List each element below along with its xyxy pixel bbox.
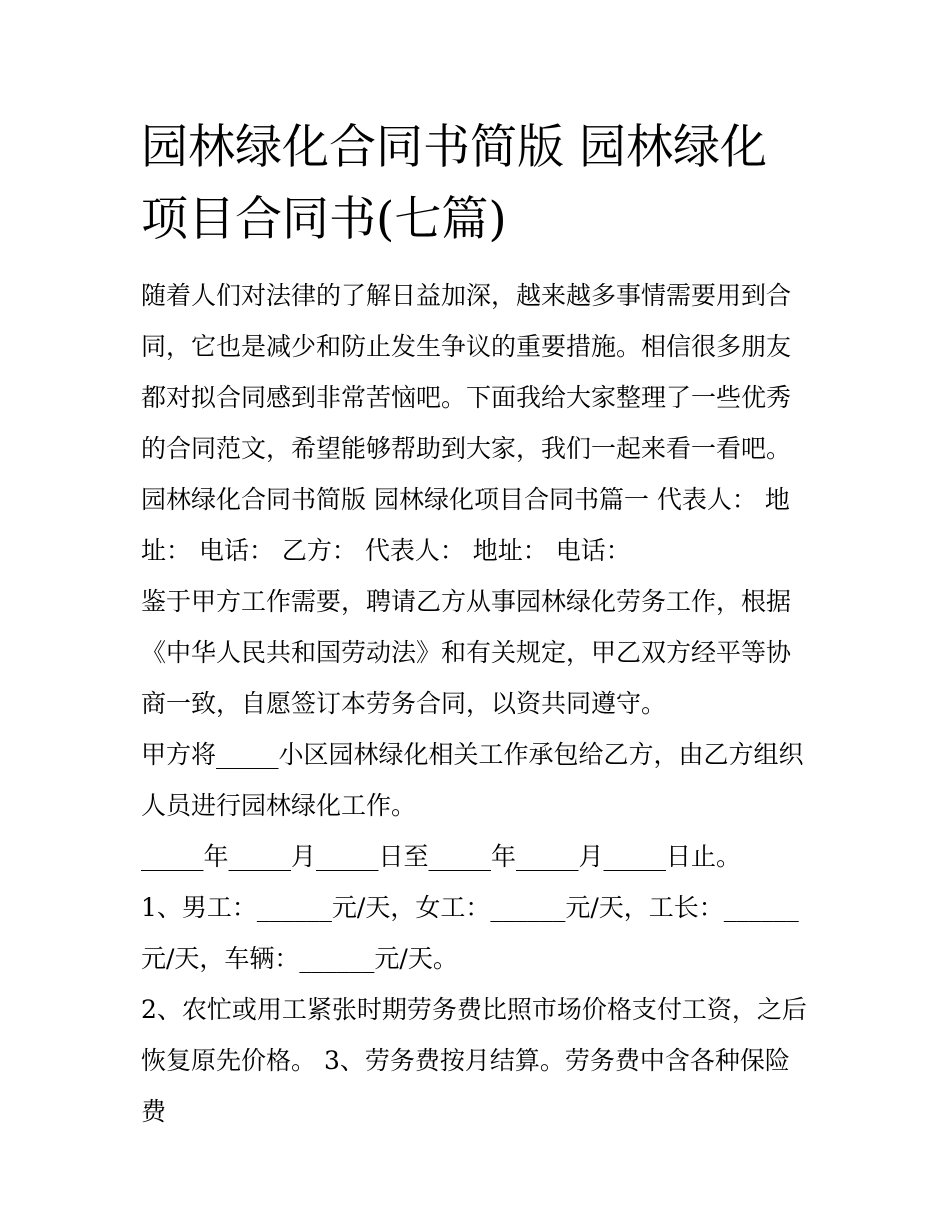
document-title: 园林绿化合同书简版 园林绿化项目合同书(七篇) (141, 120, 767, 247)
term-paragraph: _____年_____月_____日至_____年_____月_____日止。 (141, 842, 742, 871)
parties-paragraph: 园林绿化合同书简版 园林绿化项目合同书篇一 代表人： 地址： 电话： 乙方： 代表人： 地址： 电话： (141, 485, 790, 565)
scope-paragraph: 甲方将_____小区园林绿化相关工作承包给乙方，由乙方组织人员进行园林绿化工作。 (141, 740, 804, 820)
intro-paragraph: 随着人们对法律的了解日益加深，越来越多事情需要用到合同，它也是减少和防止发生争议的重要措施。相信很多朋友都对拟合同感到非常苦恼吧。下面我给大家整理了一些优秀的合同范文，希望能够帮助到大家，我们一起来看一看吧。 (141, 281, 792, 463)
wage-paragraph: 1、男工：______元/天，女工：______元/天，工长：______元/天，车辆：______元/天。 (141, 893, 799, 973)
preamble-paragraph: 鉴于甲方工作需要，聘请乙方从事园林绿化劳务工作，根据《中华人民共和国劳动法》和有关规定，甲乙双方经平等协商一致，自愿签订本劳务合同，以资共同遵守。 (141, 587, 792, 718)
document-body (141, 270, 813, 1137)
payment-paragraph: 2、农忙或用工紧张时期劳务费比照市场价格支付工资，之后恢复原先价格。 3、劳务费按月结算。劳务费中含各种保险费 (141, 995, 807, 1126)
document-content (141, 112, 813, 1137)
